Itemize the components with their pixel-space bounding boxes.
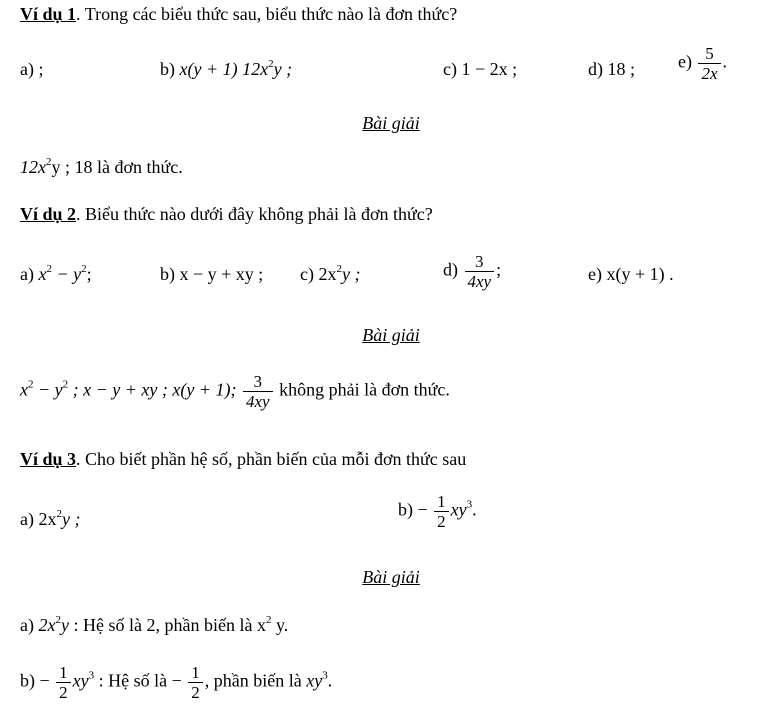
ex3-text: . Cho biết phần hệ số, phần biến của mỗi đơn thức sau: [76, 449, 467, 469]
ex2-item-a-exp2: 2: [81, 263, 87, 275]
ex1-text: . Trong các biểu thức sau, biểu thức nào là đơn thức?: [76, 4, 458, 24]
ex2-answer-num: 3: [253, 372, 263, 391]
ex3-answer-b-fraction: [56, 663, 71, 702]
ex3-answer-b-den: 2: [59, 682, 68, 702]
ex3-answer-b-expr: xy: [72, 670, 89, 691]
ex2-answer-exp2: 2: [62, 378, 69, 391]
ex2-item-c-tail: y ;: [341, 264, 361, 284]
ex3-item-b-num: 1: [437, 492, 446, 511]
ex3-answer-b-expr2: xy: [306, 670, 323, 691]
ex1-answer-exp: 2: [46, 156, 52, 168]
ex3-answer-b-exp: 3: [88, 669, 95, 682]
ex3-answer-a-y: y: [60, 615, 69, 635]
ex3-answer-a-exp: 2: [55, 614, 61, 626]
ex2-title: [20, 204, 433, 225]
ex3-title: [20, 449, 466, 470]
ex3-answer-a-prefix: a): [20, 615, 39, 635]
ex1-answer: [20, 157, 183, 178]
ex3-item-b-prefix: b) −: [398, 499, 428, 520]
ex1-item-c: c) 1 − 2x ;: [443, 59, 518, 79]
ex1-item-e-prefix: e): [678, 51, 692, 72]
ex1-item-b-prefix: b): [160, 59, 180, 79]
ex3-item-a: [20, 509, 80, 530]
ex3-item-a-exp: 2: [56, 508, 62, 520]
ex2-item-d-fraction: [465, 252, 495, 291]
ex2-item-c: [300, 264, 360, 285]
ex3-answer-a-exp2: 2: [265, 614, 272, 626]
ex3-answer-a-text: : Hệ số là 2, phần biến là x: [68, 615, 266, 635]
ex1-answer-tail: y ; 18 là đơn thức.: [51, 157, 183, 177]
ex3-answer-b-end: .: [327, 670, 333, 691]
ex2-answer-tail: không phải là đơn thức.: [274, 379, 450, 400]
ex2-item-d-prefix: d): [443, 259, 458, 280]
ex2-item-e: e) x(y + 1) .: [588, 264, 674, 284]
ex2-item-c-exp: 2: [336, 263, 342, 275]
ex3-item-a-prefix: a) 2x: [20, 509, 57, 529]
ex3-label: Ví dụ 3: [20, 449, 77, 469]
ex1-item-e: [678, 44, 727, 83]
ex1-item-e-num: 5: [705, 44, 714, 63]
ex2-item-d-tail: ;: [496, 259, 502, 280]
ex2-item-a: [20, 264, 92, 285]
ex3-item-a-tail: y ;: [61, 509, 81, 529]
ex2-item-a-exp1: 2: [46, 263, 52, 275]
ex3-item-b-exp: 3: [466, 498, 473, 511]
ex1-answer-expr: 12x: [20, 157, 46, 177]
ex2-answer-den: 4xy: [246, 391, 270, 411]
ex3-answer-a-expr: 2x: [38, 615, 56, 635]
ex3-solution-heading: Bài giải: [362, 567, 420, 587]
ex2-answer-x: x: [20, 379, 28, 400]
ex2-item-d-den: 4xy: [467, 271, 492, 291]
ex2-answer-list: ; x − y + xy ; x(y + 1);: [68, 379, 237, 400]
ex3-answer-b-text1: : Hệ số là −: [94, 670, 182, 691]
ex1-item-b-exp: 2: [268, 58, 274, 70]
ex2-item-a-x: x: [38, 264, 47, 284]
ex3-item-b-expr: xy: [450, 499, 467, 520]
ex2-solution-heading: Bài giải: [362, 325, 420, 345]
ex3-answer-a: [20, 615, 288, 636]
ex3-answer-b-fraction2: [188, 663, 203, 702]
ex2-item-a-prefix: a): [20, 264, 39, 284]
ex2-item-a-tail: ;: [86, 264, 92, 284]
ex3-item-b: [398, 492, 477, 531]
ex2-item-d: [443, 252, 501, 291]
ex3-answer-a-end: y.: [271, 615, 289, 635]
ex3-item-b-tail: .: [472, 499, 477, 520]
ex3-answer-b-text2: , phần biến là: [204, 670, 307, 691]
ex2-item-d-num: 3: [475, 252, 484, 271]
ex1-item-e-den: 2x: [701, 63, 718, 83]
ex2-item-c-prefix: c) 2x: [300, 264, 337, 284]
ex3-answer-b-den2: 2: [191, 682, 200, 702]
ex1-label: Ví dụ 1: [20, 4, 77, 24]
ex3-answer-b-exp2: 3: [322, 669, 328, 682]
ex1-solution-heading: Bài giải: [362, 113, 420, 133]
ex1-item-d: d) 18 ;: [588, 59, 635, 79]
ex3-answer-b: [20, 663, 332, 702]
ex3-item-b-fraction: [434, 492, 449, 531]
ex3-item-b-den: 2: [437, 511, 446, 531]
ex3-answer-b-num: 1: [59, 663, 68, 682]
ex1-item-b: [160, 59, 292, 80]
ex1-item-e-fraction: [698, 44, 720, 83]
ex2-answer-mid: − y: [33, 379, 63, 400]
ex2-item-a-mid: − y: [51, 264, 82, 284]
ex3-answer-b-num2: 1: [191, 663, 200, 682]
ex1-item-b-expr: x(y + 1) 12x: [179, 59, 269, 79]
ex2-answer-exp1: 2: [28, 378, 34, 391]
ex1-title: [20, 4, 457, 25]
ex2-label: Ví dụ 2: [20, 204, 77, 224]
ex3-answer-b-prefix: b) −: [20, 670, 50, 691]
ex2-item-b: b) x − y + xy ;: [160, 264, 264, 284]
ex1-item-b-tail: y ;: [273, 59, 293, 79]
ex2-answer-fraction: [243, 372, 273, 411]
ex2-text: . Biểu thức nào dưới đây không phải là đơn thức?: [76, 204, 433, 224]
ex2-answer: [20, 372, 450, 411]
ex1-item-e-tail: .: [722, 51, 728, 72]
ex1-item-a: a) ;: [20, 59, 44, 79]
